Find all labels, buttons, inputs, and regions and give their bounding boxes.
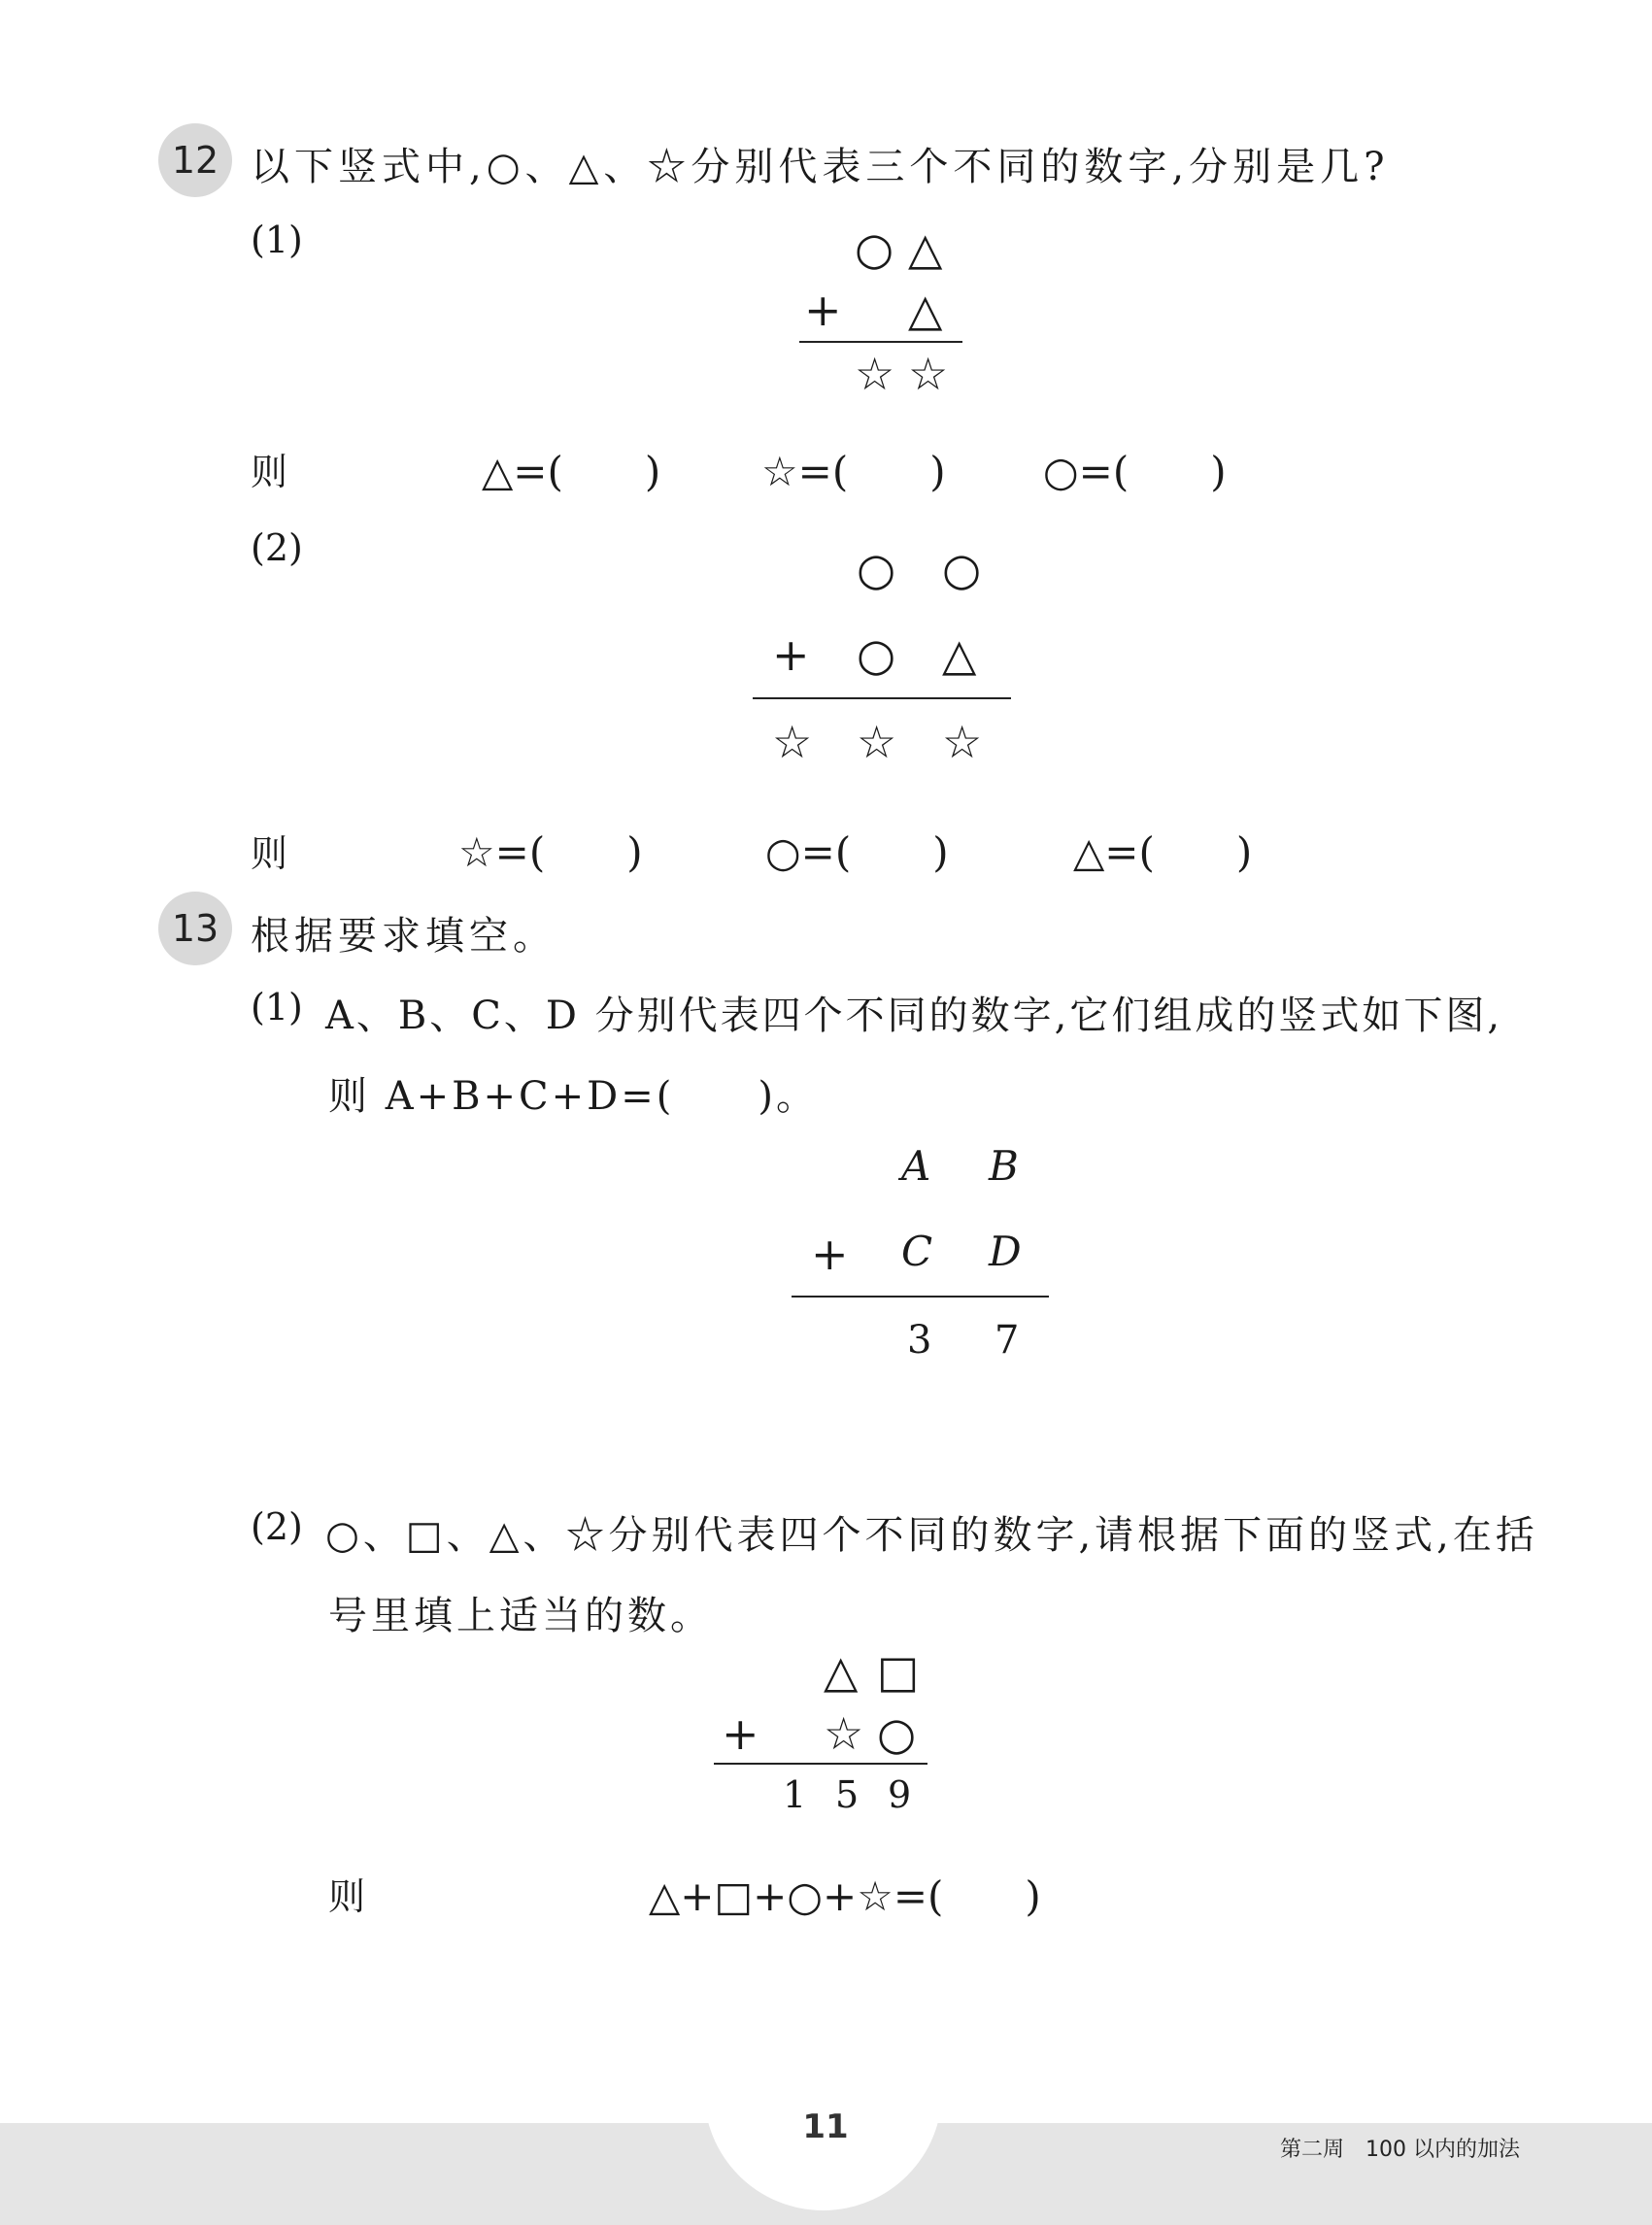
q13p1-letter-a: A bbox=[901, 1142, 931, 1190]
q12p2-r2-c2: ○ bbox=[857, 628, 896, 681]
q13p1-letter-d: D bbox=[989, 1228, 1022, 1275]
q13-part2-label: (2) bbox=[251, 1505, 303, 1548]
q13p2-answer: △+□+○+☆=( ) bbox=[649, 1872, 1041, 1920]
q13p1-digit-7: 7 bbox=[995, 1318, 1020, 1363]
q12p1-r3-c1: ☆ bbox=[855, 348, 895, 400]
q13p1-text-line2: 则 A+B+C+D=( )。 bbox=[328, 1074, 818, 1119]
q12p2-r2-c3: △ bbox=[942, 628, 977, 681]
q12p2-r3-c3: ☆ bbox=[942, 716, 983, 768]
q12p2-ze: 则 bbox=[251, 832, 288, 875]
q12p2-r3-c1: ☆ bbox=[772, 716, 813, 768]
q13p1-text-line1: A、B、C、D 分别代表四个不同的数字,它们组成的竖式如下图, bbox=[325, 994, 1503, 1038]
q12p2-answer-1: ☆=( ) bbox=[458, 828, 643, 876]
q13p2-ze: 则 bbox=[328, 1875, 366, 1918]
q12p1-answer-1: △=( ) bbox=[482, 448, 661, 495]
q13p2-digit-9: 9 bbox=[888, 1773, 912, 1816]
q12p2-r1-c3: ○ bbox=[942, 543, 982, 595]
q12p2-r3-c2: ☆ bbox=[857, 716, 897, 768]
q13p2-r2-c2: ○ bbox=[877, 1707, 917, 1760]
q13p1-digit-3: 3 bbox=[907, 1318, 932, 1363]
q12p1-r1-c2: △ bbox=[908, 222, 943, 275]
chapter-title: 第二周 100 以内的加法 bbox=[1280, 2138, 1520, 2162]
q13p1-sum-line bbox=[792, 1296, 1049, 1298]
q13p2-text-line2: 号里填上适当的数。 bbox=[328, 1594, 713, 1638]
q12-part1-label: (1) bbox=[251, 219, 303, 261]
q13p2-digit-5: 5 bbox=[835, 1773, 860, 1816]
q13p2-r2-c1: ☆ bbox=[824, 1707, 864, 1760]
q13p2-r1-c1: △ bbox=[824, 1645, 859, 1698]
q13-part1-label: (1) bbox=[251, 986, 303, 1028]
q12p1-sum-line bbox=[799, 341, 962, 343]
q12p2-sum-line bbox=[753, 697, 1011, 699]
q12p1-answer-3: ○=( ) bbox=[1043, 448, 1227, 495]
q12p1-answer-2: ☆=( ) bbox=[761, 448, 946, 495]
q13p1-letter-c: C bbox=[901, 1228, 933, 1275]
q12p1-r3-c2: ☆ bbox=[908, 348, 949, 400]
question-12-prompt: 以下竖式中,○、△、☆分别代表三个不同的数字,分别是几? bbox=[251, 145, 1390, 189]
question-number-12: 12 bbox=[158, 123, 232, 197]
page-number: 11 bbox=[802, 2107, 849, 2146]
question-number-13: 13 bbox=[158, 892, 232, 965]
q13p2-plus: + bbox=[722, 1707, 759, 1760]
q13p2-text-line1: ○、□、△、☆分别代表四个不同的数字,请根据下面的竖式,在括 bbox=[325, 1513, 1538, 1558]
q12p2-r1-c2: ○ bbox=[857, 543, 896, 595]
q12p1-r1-c1: ○ bbox=[855, 222, 894, 275]
q13p2-digit-1: 1 bbox=[783, 1773, 807, 1816]
q12p1-r2-c2: △ bbox=[908, 284, 943, 336]
q13p1-plus: + bbox=[811, 1228, 849, 1280]
q12p1-plus: + bbox=[804, 284, 842, 336]
q12p2-plus: + bbox=[772, 628, 810, 681]
q12p2-answer-3: △=( ) bbox=[1073, 828, 1253, 876]
q12p1-ze: 则 bbox=[251, 451, 288, 493]
q12-part2-label: (2) bbox=[251, 526, 303, 569]
q12p2-answer-2: ○=( ) bbox=[765, 828, 949, 876]
q13p2-r1-c2: □ bbox=[877, 1645, 920, 1698]
question-13-prompt: 根据要求填空。 bbox=[251, 914, 556, 959]
q13p2-sum-line bbox=[714, 1763, 927, 1765]
q13p1-letter-b: B bbox=[989, 1142, 1019, 1190]
